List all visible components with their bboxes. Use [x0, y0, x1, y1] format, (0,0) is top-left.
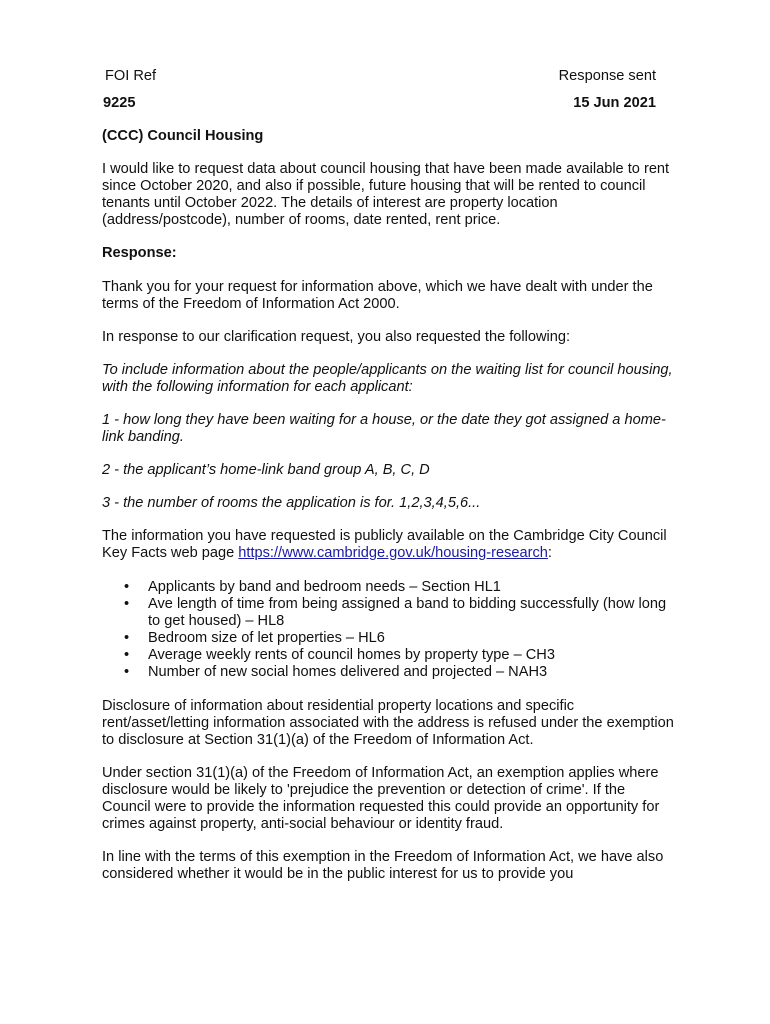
clarification-paragraph: In response to our clarification request, you also requested the following:	[102, 329, 571, 345]
list-item-text: Ave length of time from being assigned a band to bidding successfully (how long to get housed) – HL8	[148, 596, 667, 629]
response-sent-label: Response sent	[558, 68, 656, 84]
list-item	[124, 579, 677, 596]
document-title: (CCC) Council Housing	[102, 128, 264, 144]
include-info-paragraph: To include information about the people/applicants on the waiting list for council housing, with the following information for each applicant:	[102, 362, 673, 395]
thanks-paragraph: Thank you for your request for information above, which we have dealt with under the terms of the Freedom of Information Act 2000.	[102, 279, 653, 312]
list-item-text: Average weekly rents of council homes by property type – CH3	[148, 647, 555, 663]
response-heading: Response:	[102, 245, 177, 261]
list-item	[124, 664, 677, 681]
public-info-paragraph	[102, 528, 677, 562]
request-text: I would like to request data about council housing that have been made available to rent since October 2020, and also if possible, future housing that will be rented to council tenants until October 2022. The details of interest are property location (address/postcode), number of rooms, date rented, rent price.	[102, 161, 670, 228]
list-item-text: Bedroom size of let properties – HL6	[148, 630, 385, 646]
request-item-3: 3 - the number of rooms the application is for. 1,2,3,4,5,6...	[102, 495, 481, 511]
response-sent-value: 15 Jun 2021	[573, 95, 656, 111]
list-item	[124, 630, 677, 647]
public-info-text: The information you have requested is publicly available on the Cambridge City Council Key Facts web page	[102, 528, 667, 561]
foi-ref-label: FOI Ref	[105, 68, 157, 84]
request-item-2: 2 - the applicant’s home-link band group A, B, C, D	[102, 462, 430, 478]
key-facts-list	[102, 579, 677, 681]
section31-paragraph: Under section 31(1)(a) of the Freedom of Information Act, an exemption applies where disclosure would be likely to 'prejudice the prevention or detection of crime'. If the Council were to provide the information requested this could provide an opportunity for crimes against property, anti-social behaviour or identity fraud.	[102, 765, 660, 832]
bullet-icon: •	[124, 664, 130, 680]
document-body	[102, 128, 677, 899]
housing-research-link[interactable]: https://www.cambridge.gov.uk/housing-research	[238, 545, 548, 561]
request-item-1: 1 - how long they have been waiting for a house, or the date they got assigned a home-link banding.	[102, 412, 666, 445]
bullet-icon: •	[124, 647, 130, 663]
public-interest-paragraph: In line with the terms of this exemption in the Freedom of Information Act, we have also considered whether it would be in the public interest for us to provide you	[102, 849, 664, 882]
header-values	[103, 95, 656, 112]
list-item	[124, 596, 677, 630]
list-item-text: Number of new social homes delivered and projected – NAH3	[148, 664, 548, 680]
header-labels	[103, 68, 656, 85]
bullet-icon: •	[124, 630, 130, 646]
list-item-text: Applicants by band and bedroom needs – Section HL1	[148, 579, 501, 595]
bullet-icon: •	[124, 596, 130, 612]
public-info-colon: :	[547, 545, 552, 561]
bullet-icon: •	[124, 579, 130, 595]
disclosure-paragraph: Disclosure of information about residential property locations and specific rent/asset/letting information associated with the address is refused under the exemption to disclosure at Section 31(1)(a) of the Freedom of Information Act.	[102, 698, 674, 748]
list-item	[124, 647, 677, 664]
foi-ref-value: 9225	[103, 95, 136, 111]
